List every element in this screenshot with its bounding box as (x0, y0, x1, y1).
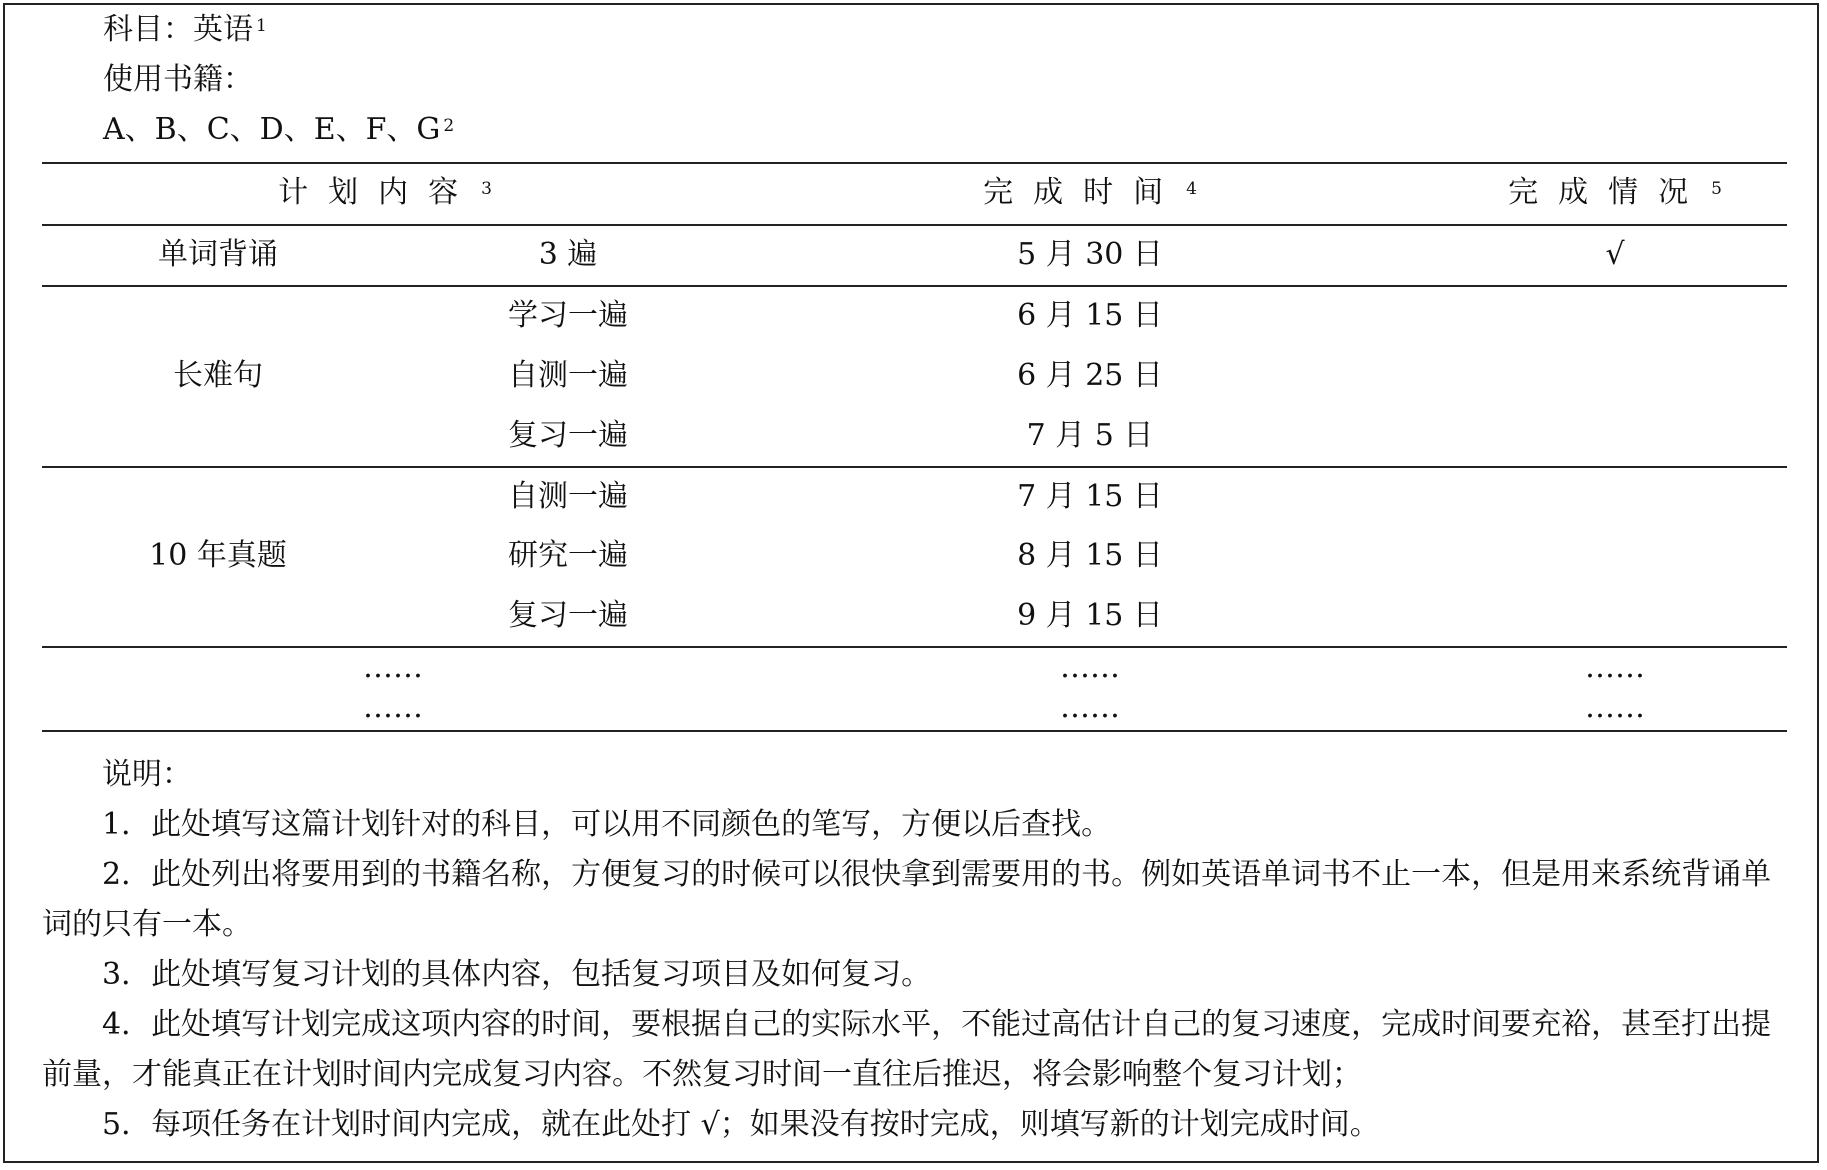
note-item: 5．每项任务在计划时间内完成，就在此处打 √；如果没有按时完成，则填写新的计划完成时间。 (102, 1107, 1380, 1142)
table-bottom-rule (42, 730, 1787, 732)
column-header-time: 完成时间 $^4$ (983, 175, 1197, 210)
group-name: 单词背诵 (158, 237, 278, 272)
row-detail: 复习一遍 (508, 598, 628, 633)
ellipsis: …… (1060, 650, 1120, 685)
note-item: 2．此处列出将要用到的书籍名称，方便复习的时候可以很快拿到需要用的书。例如英语单词书不止一本，但是用来系统背诵单词的只有一本。 (42, 857, 1772, 942)
notes-title: 说明： (102, 757, 192, 792)
row-detail: 研究一遍 (508, 538, 628, 573)
note-item: 3．此处填写复习计划的具体内容，包括复习项目及如何复习。 (102, 957, 932, 992)
row-date: 7 月 15 日 (1017, 479, 1163, 514)
row-date: 8 月 15 日 (1017, 538, 1163, 573)
note-item: 4．此处填写计划完成这项内容的时间，要根据自己的实际水平，不能过高估计自己的复习速度，完成时间要充裕，甚至打出提前量，才能真正在计划时间内完成复习内容。不然复习时间一直往后推迟，将会影响整个复习计划； (42, 1007, 1772, 1092)
table-group-rule (42, 646, 1787, 648)
books-footnote-mark: 2 (443, 116, 455, 136)
table-group-rule (42, 466, 1787, 468)
subject-footnote-mark: 1 (256, 16, 267, 36)
group-name: 长难句 (173, 358, 263, 393)
row-status-check: √ (1605, 237, 1625, 272)
notes-section (42, 750, 1787, 1150)
books-list: A、B、C、D、E、F、G (103, 112, 441, 147)
row-date: 7 月 5 日 (1026, 418, 1154, 453)
group-name: 10 年真题 (149, 538, 287, 573)
row-date: 5 月 30 日 (1017, 237, 1163, 272)
table-top-rule (42, 162, 1787, 164)
note-item: 1．此处填写这篇计划针对的科目，可以用不同颜色的笔写，方便以后查找。 (102, 807, 1112, 842)
row-date: 6 月 25 日 (1017, 358, 1163, 393)
ellipsis: …… (1585, 690, 1645, 725)
column-header-status: 完成情况 $^5$ (1508, 175, 1722, 210)
row-date: 6 月 15 日 (1017, 298, 1163, 333)
row-detail: 复习一遍 (508, 418, 628, 453)
ellipsis: …… (363, 650, 423, 685)
column-header-plan: 计划内容 $^3$ (278, 175, 492, 210)
row-detail: 自测一遍 (508, 479, 628, 514)
books-line (103, 110, 454, 150)
ellipsis: …… (1060, 690, 1120, 725)
books-label: 使用书籍： (103, 62, 253, 97)
table-header-rule (42, 224, 1787, 226)
ellipsis: …… (1585, 650, 1645, 685)
subject-text: 科目：英语 (103, 12, 253, 47)
ellipsis: …… (363, 690, 423, 725)
row-date: 9 月 15 日 (1017, 598, 1163, 633)
table-group-rule (42, 285, 1787, 287)
row-detail: 3 遍 (538, 237, 598, 272)
row-detail: 学习一遍 (508, 298, 628, 333)
row-detail: 自测一遍 (508, 358, 628, 393)
subject-line (103, 10, 267, 50)
